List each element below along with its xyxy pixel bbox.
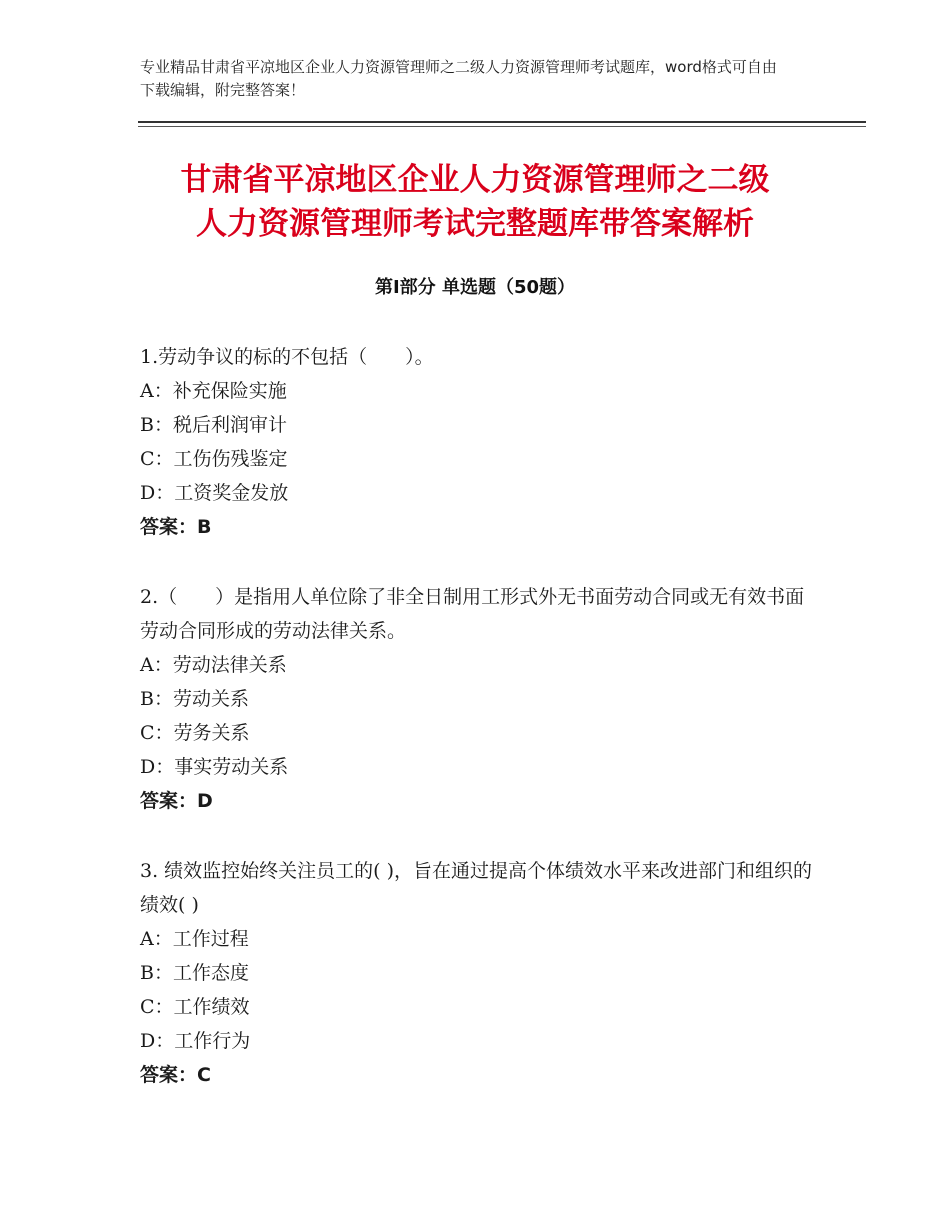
section-heading: 第Ⅰ部分 单选题（50题） — [374, 277, 575, 298]
header-note: 专业精品甘肃省平凉地区企业人力资源管理师之二级人力资源管理师考试题库，word格式可自由下载编辑，附完整答案！ — [140, 58, 777, 99]
option-a: A：劳动法律关系 — [140, 654, 287, 676]
document-title-line-2: 人力资源管理师考试完整题库带答案解析 — [196, 206, 754, 242]
question-item — [140, 854, 820, 1092]
header-rule-thick — [138, 121, 866, 123]
document-title — [100, 158, 850, 246]
answer-label: 答案：C — [140, 1064, 211, 1086]
header-rule-thin — [138, 126, 866, 127]
question-item — [140, 580, 820, 818]
option-a: A：补充保险实施 — [140, 380, 287, 402]
option-a: A：工作过程 — [140, 928, 249, 950]
answer-label: 答案：B — [140, 516, 212, 538]
question-stem: 1.劳动争议的标的不包括（ ）。 — [140, 346, 434, 368]
question-stem: 3. 绩效监控始终关注员工的( )，旨在通过提高个体绩效水平来改进部门和组织的绩效( ) — [140, 860, 813, 916]
option-b: B：税后利润审计 — [140, 414, 287, 436]
option-b: B：劳动关系 — [140, 688, 249, 710]
option-b: B：工作态度 — [140, 962, 249, 984]
option-d: D：事实劳动关系 — [140, 756, 289, 778]
option-d: D：工资奖金发放 — [140, 482, 289, 504]
question-stem: 2.（ ）是指用人单位除了非全日制用工形式外无书面劳动合同或无有效书面劳动合同形成的劳动法律关系。 — [140, 586, 805, 642]
option-c: C：劳务关系 — [140, 722, 250, 744]
option-c: C：工作绩效 — [140, 996, 250, 1018]
question-item — [140, 340, 820, 544]
option-c: C：工伤伤残鉴定 — [140, 448, 288, 470]
answer-label: 答案：D — [140, 790, 213, 812]
option-d: D：工作行为 — [140, 1030, 251, 1052]
document-title-line-1: 甘肃省平凉地区企业人力资源管理师之二级 — [180, 162, 770, 198]
